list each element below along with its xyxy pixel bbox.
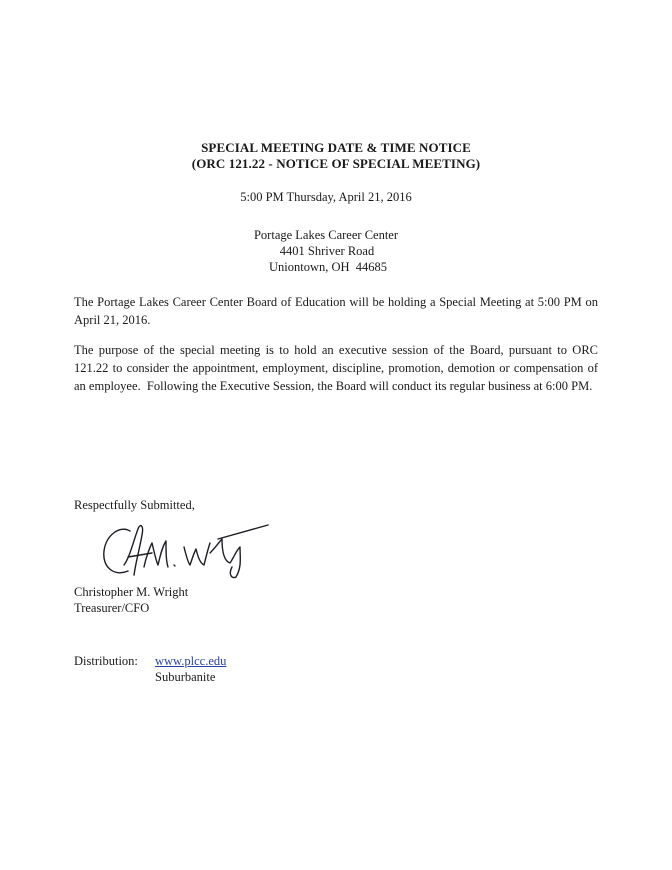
closing-text: Respectfully Submitted,: [74, 498, 195, 512]
notice-title: SPECIAL MEETING DATE & TIME NOTICE: [201, 140, 471, 155]
website-link[interactable]: www.plcc.edu: [155, 654, 227, 668]
signer-title: Treasurer/CFO: [74, 601, 150, 615]
location-street: 4401 Shriver Road: [279, 244, 375, 258]
signature-image: [100, 517, 270, 581]
purpose-paragraph: The purpose of the special meeting is to hold an executive session of the Board, pursuant to ORC 121.22 to consider the appointment, employment, discipline, promotion, demotion or compensation of an employee. Following the Executive Session, the Board will conduct its regular business at 6:00 PM.: [74, 343, 602, 393]
location-name: Portage Lakes Career Center: [253, 228, 399, 242]
announcement-paragraph: The Portage Lakes Career Center Board of Education will be holding a Special Meeting at 5:00 PM on April 21, 2016.: [74, 295, 598, 327]
signer-name: Christopher M. Wright: [74, 585, 189, 599]
meeting-datetime: 5:00 PM Thursday, April 21, 2016: [240, 190, 412, 204]
notice-subtitle: (ORC 121.22 - NOTICE OF SPECIAL MEETING): [191, 156, 481, 171]
distribution-item: Suburbanite: [155, 670, 216, 684]
location-city: Uniontown, OH 44685: [268, 260, 388, 274]
distribution-label: Distribution:: [74, 654, 138, 668]
